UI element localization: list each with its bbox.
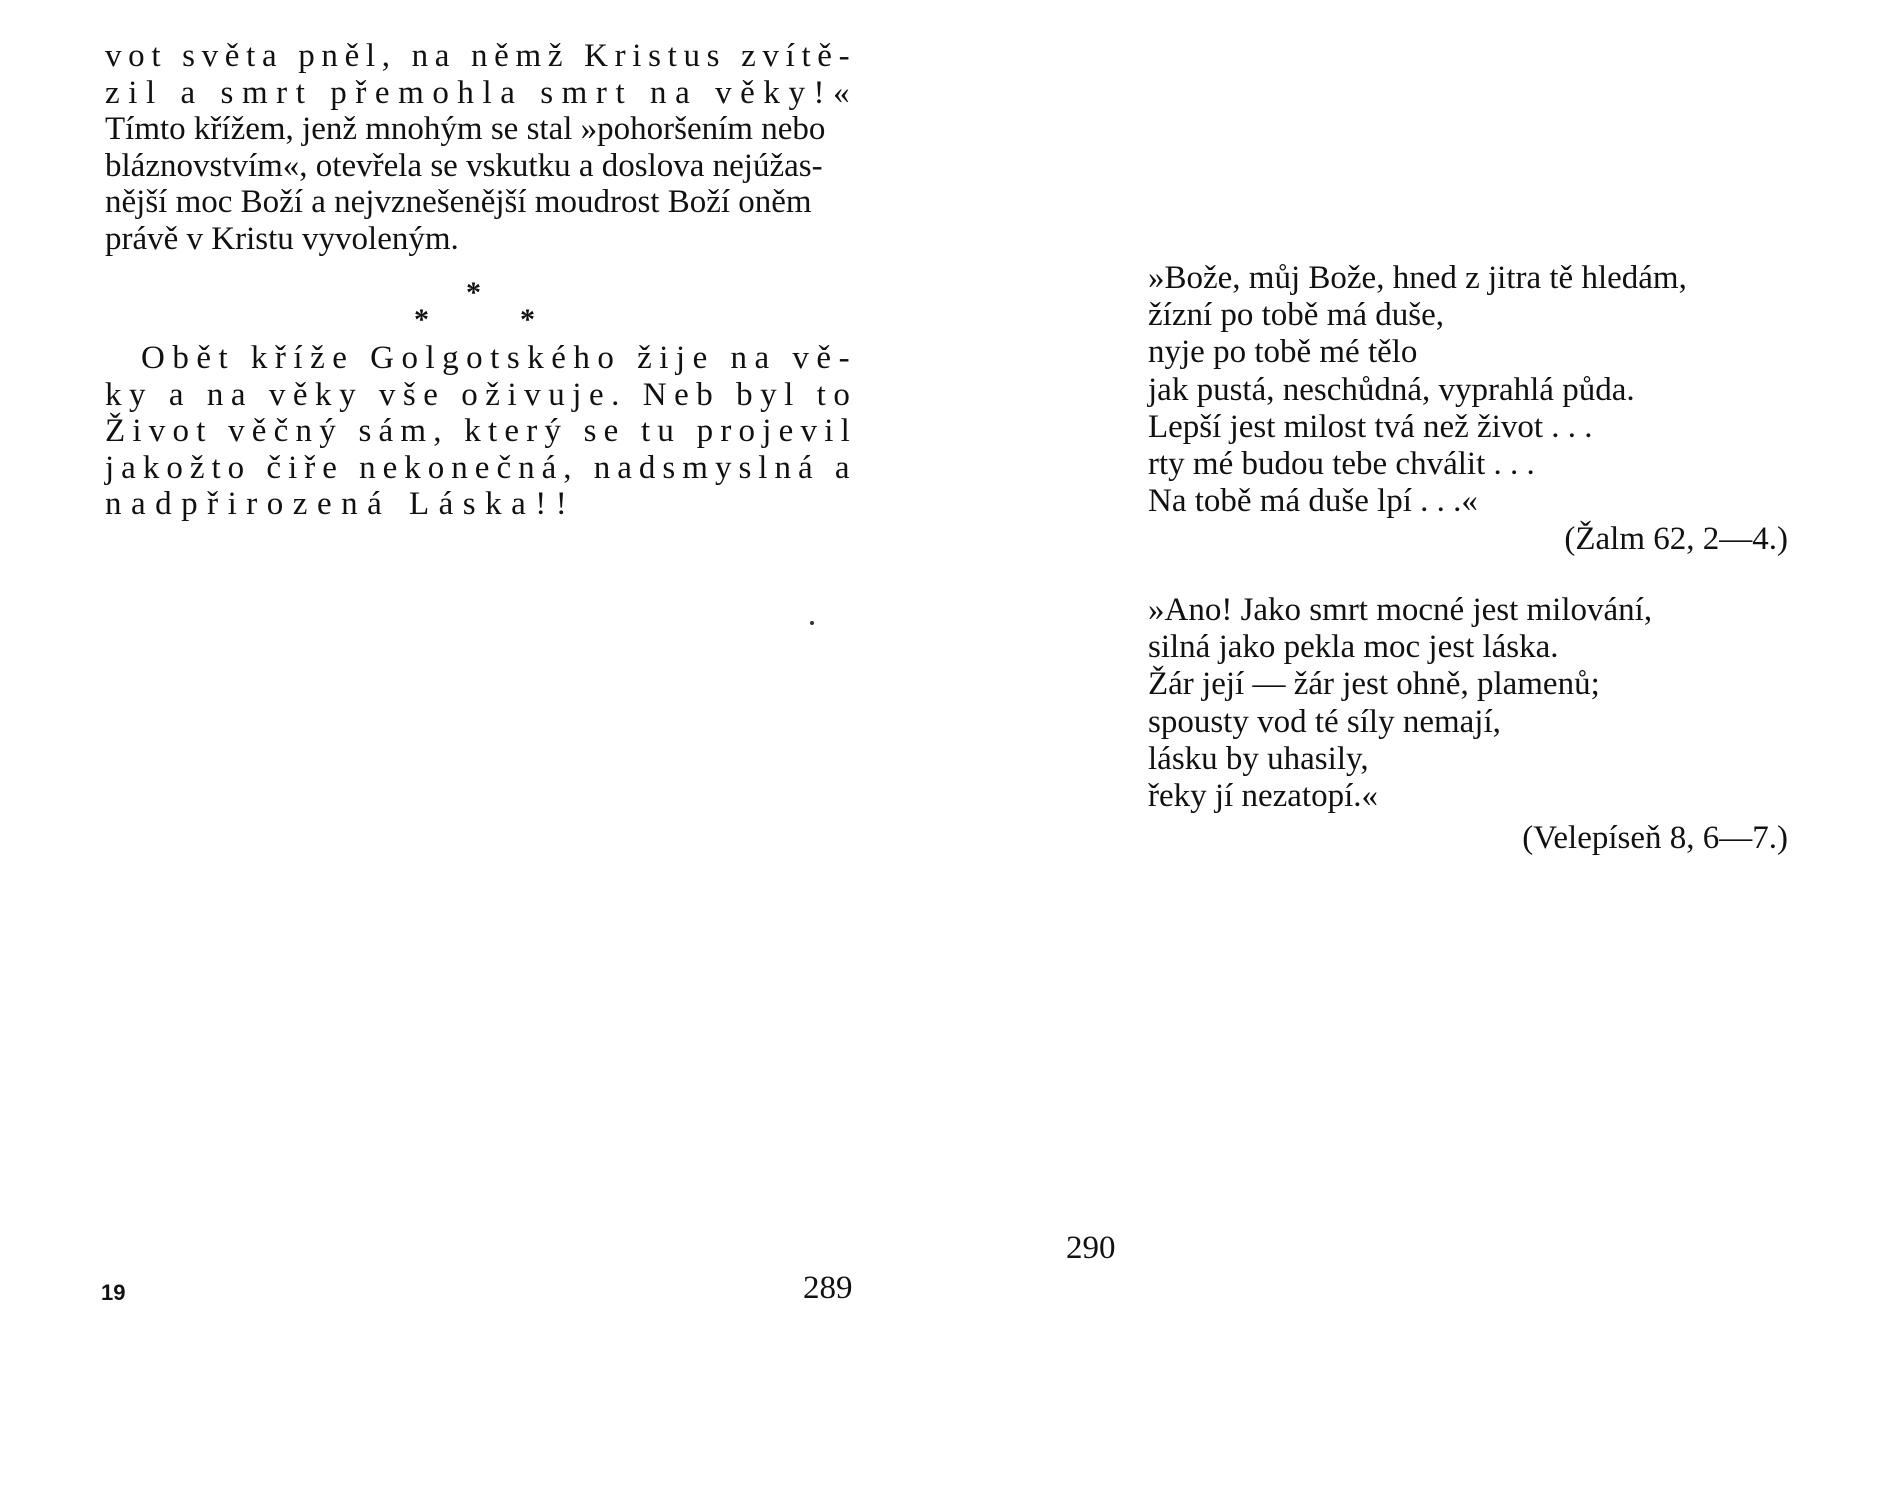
page-number: 289: [803, 1270, 853, 1306]
verse-line: nyje po tobě mé tělo: [1148, 334, 1418, 371]
song-of-songs-reference: (Velepíseň 8, 6—7.): [1522, 820, 1788, 856]
signature-mark: 19: [101, 1280, 126, 1305]
verse-line: jak pustá, neschůdná, vyprahlá půda.: [1148, 371, 1635, 408]
text-line: z i l a s m r t p ř e m o h l a s m r t n a v ě k y ! «: [105, 74, 850, 111]
text-line: O b ě t k ř í ž e G o l g o t s k é h o ž i j e n a v ě -: [141, 340, 850, 376]
text-line: bláznovstvím«, otevřela se vskutku a doslova nejúžas-: [105, 147, 823, 184]
verse-line: Lepší jest milost tvá než život . . .: [1148, 408, 1593, 445]
paragraph-cross-victory: [105, 38, 850, 257]
text-line: j a k o ž t o č i ř e n e k o n e č n á , n a d s m y s l n á a: [105, 449, 850, 486]
verse-line: »Bože, můj Bože, hned z jitra tě hledám,: [1148, 260, 1687, 296]
text-line: k y a n a v ě k y v š e o ž i v u j e . N e b b y l t o: [105, 376, 850, 413]
asterisk-icon: *: [466, 276, 481, 309]
page-number: 290: [1066, 1230, 1116, 1266]
psalm-reference: (Žalm 62, 2—4.): [1564, 521, 1788, 557]
text-line: nadpřirozená Láska!!: [105, 486, 577, 522]
right-page: [947, 0, 1894, 1500]
verse-line: Žár její — žár jest ohně, plamenů;: [1148, 666, 1600, 703]
asterisk-icon: *: [520, 303, 535, 336]
text-line: Tímto křížem, jenž mnohým se stal »pohoršením nebo: [105, 111, 826, 147]
asterisk-icon: *: [414, 303, 429, 336]
verse-line: řeky jí nezatopí.«: [1148, 778, 1379, 815]
asterism-separator: [400, 276, 550, 336]
text-line: v o t s v ě t a p n ě l , n a n ě m ž K r i s t u s z v í t ě -: [105, 38, 850, 74]
verse-line: silná jako pekla moc jest láska.: [1148, 629, 1559, 666]
verse-line: Na tobě má duše lpí . . .«: [1148, 483, 1478, 520]
text-line: právě v Kristu vyvoleným.: [105, 220, 459, 257]
text-line: nější moc Boží a nejvznešenější moudrost Boží oněm: [105, 184, 812, 220]
stray-dot: [810, 621, 814, 625]
verse-line: spousty vod té síly nemají,: [1148, 703, 1501, 740]
verse-line: »Ano! Jako smrt mocné jest milování,: [1148, 592, 1653, 628]
verse-line: rty mé budou tebe chválit . . .: [1148, 446, 1535, 483]
paragraph-golgotha: [105, 340, 850, 523]
song-of-songs-quote: [1148, 592, 1788, 815]
text-line: Ž i v o t v ě č n ý s á m , k t e r ý s e t u p r o j e v i l: [105, 413, 850, 449]
verse-line: lásku by uhasily,: [1148, 740, 1369, 777]
psalm-quote: [1148, 260, 1788, 520]
verse-line: žízní po tobě má duše,: [1148, 297, 1445, 334]
